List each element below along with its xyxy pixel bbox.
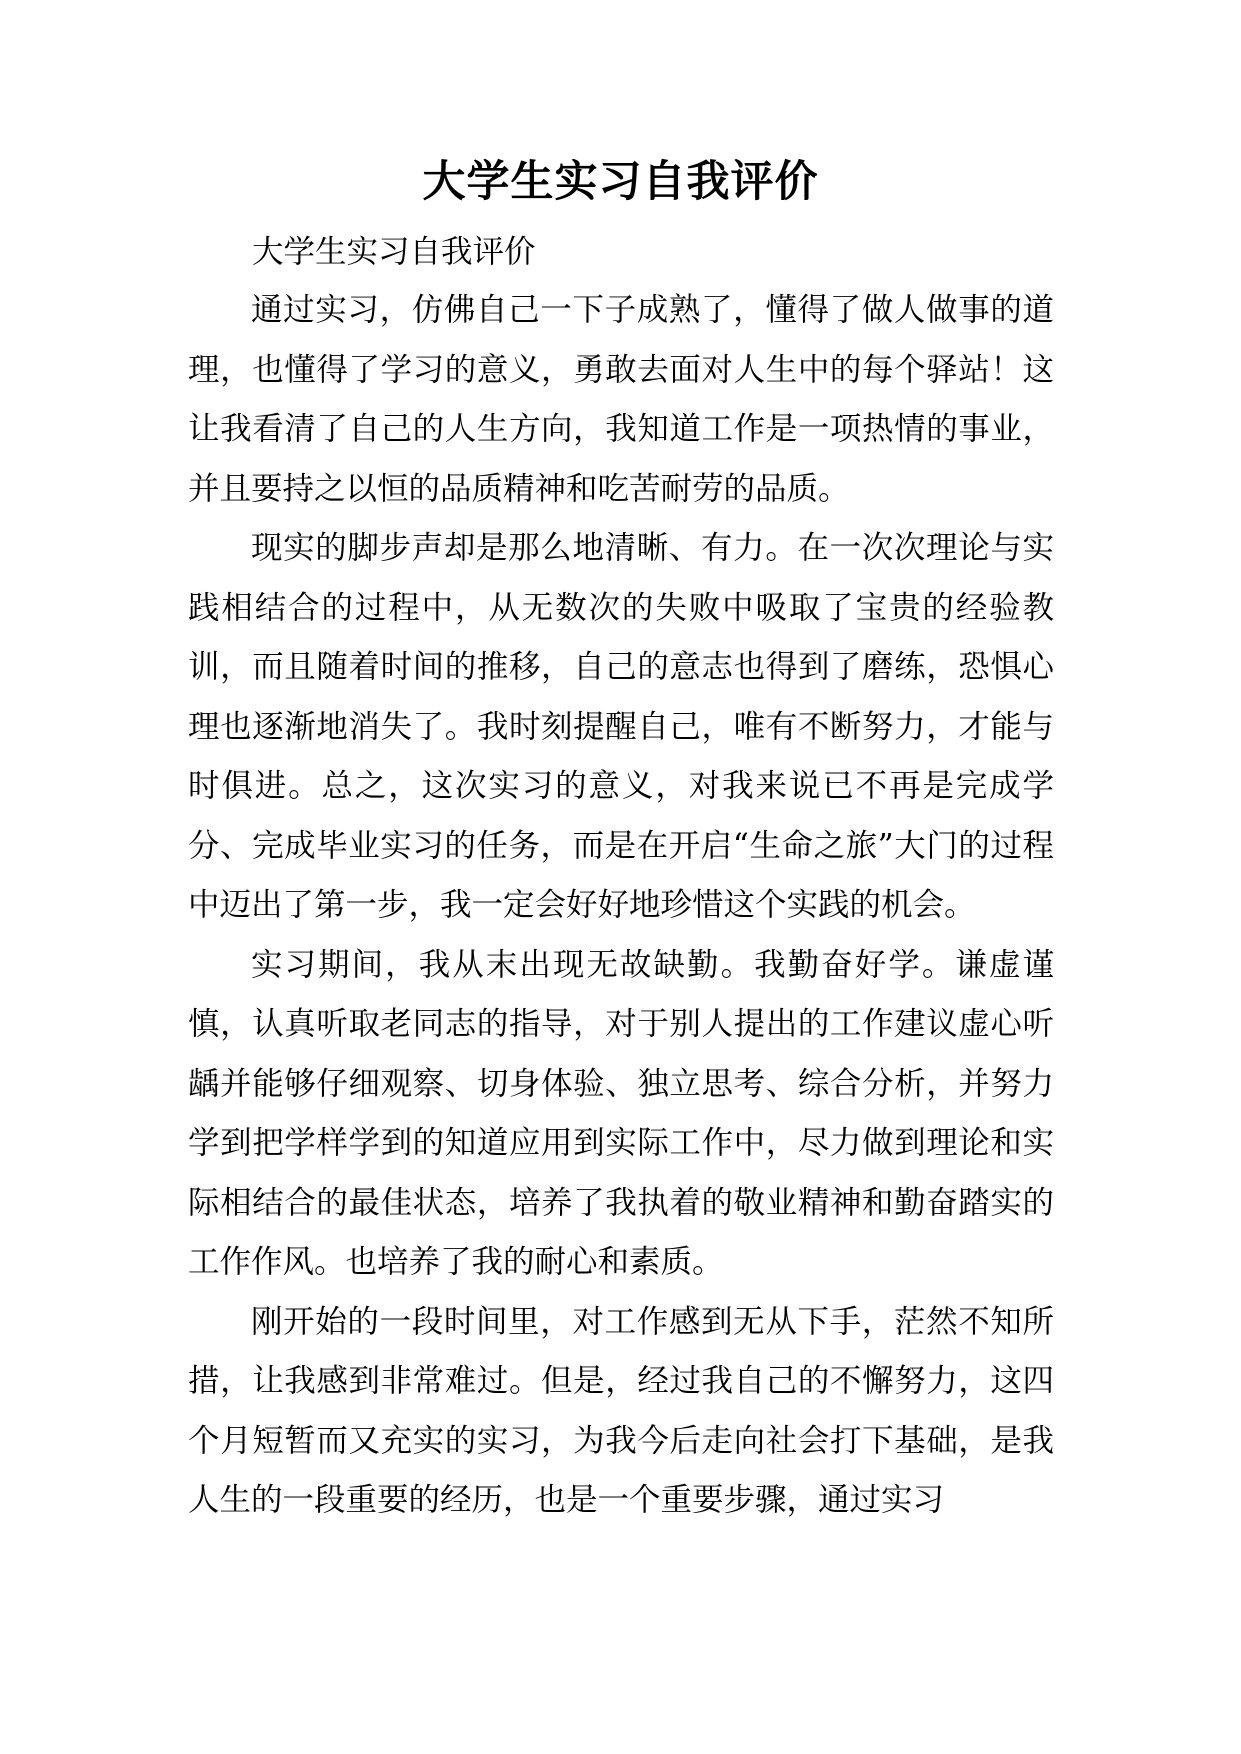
document-subtitle: 大学生实习自我评价 [252,234,536,270]
paragraph: 现实的脚步声却是那么地清晰、有力。在一次次理论与实践相结合的过程中，从无数次的失败中吸取了宝贵的经验教训，而且随着时间的推移，自己的意志也得到了磨练，恐惧心理也逐渐地消失了。我时刻提醒自己，唯有不断努力，才能与时俱进。总之，这次实习的意义，对我来说已不再是完成学分、完成毕业实习的任务，而是在开启“生命之旅”大门的过程中迈出了第一步，我一定会好好地珍惜这个实践的机会。 [188,530,1054,923]
document-body [188,223,1054,1531]
paragraph: 刚开始的一段时间里，对工作感到无从下手，茫然不知所措，让我感到非常难过。但是，经过我自己的不懈努力，这四个月短暂而又充实的实习，为我今后走向社会打下基础，是我人生的一段重要的经历，也是一个重要步骤，通过实习 [188,1303,1054,1518]
paragraph: 通过实习，仿佛自己一下子成熟了，懂得了做人做事的道理，也懂得了学习的意义，勇敢去面对人生中的每个驿站！这让我看清了自己的人生方向，我知道工作是一项热情的事业，并且要持之以恒的品质精神和吃苦耐劳的品质。 [188,292,1054,507]
paragraph: 实习期间，我从末出现无故缺勤。我勤奋好学。谦虚谨慎，认真听取老同志的指导，对于别人提出的工作建议虚心听龋并能够仔细观察、切身体验、独立思考、综合分析，并努力学到把学样学到的知道应用到实际工作中，尽力做到理论和实际相结合的最佳状态，培养了我执着的敬业精神和勤奋踏实的工作作风。也培养了我的耐心和素质。 [188,946,1054,1280]
document-title: 大学生实习自我评价 [422,157,819,207]
